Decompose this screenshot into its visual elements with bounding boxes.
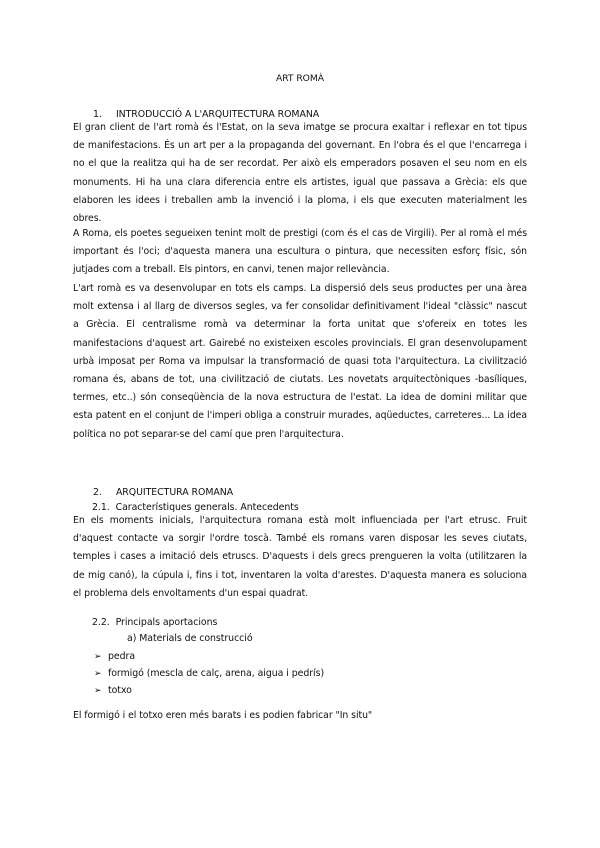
subsection-2-2-title: Principals aportacions — [115, 617, 218, 628]
subsection-2-1-number: 2.1. — [92, 502, 110, 513]
subsection-2-2-heading — [92, 617, 217, 628]
document-title: ART ROMÀ — [276, 73, 324, 84]
bullet-item: ➢ pedra — [94, 651, 136, 662]
subsection-2-1-title: Característiques generals. Antecedents — [115, 502, 299, 513]
paragraph-4: En els moments inicials, l'arquitectura romana està molt influenciada per l'art etrusc. Fruit d'aquest contacte va sorgir l'ordre toscà. També els romans varen disposar les seves ciutats, temples i cases a imitació dels etruscs. D'aquests i dels grecs prengueren la volta (utilitzaren la de mig canó), la cúpula i, fins i tot, inventaren la volta d'arestes. D'aquesta manera es soluciona el problema dels envoltaments d'un espai quadrat. — [73, 515, 527, 599]
section-1-number: 1. — [93, 109, 102, 120]
subsection-2-2-number: 2.2. — [92, 617, 110, 628]
closing-sentence: El formigó i el totxo eren més barats i es podien fabricar "In situ" — [73, 710, 373, 721]
arrow-bullet-icon: ➢ — [94, 686, 102, 696]
list-item-a: a) Materials de construcció — [127, 633, 253, 644]
paragraph-1: El gran client de l'art romà és l'Estat, on la seva imatge se procura exaltar i reflexar en tot tipus de manifestacions. És un art per a la propaganda del governant. En l'obra és el que l'encarrega i no el que la realitza qui ha de ser recordat. Per això els emperadors posaven el seu nom en els monuments. Hi ha una clara diferencia entre els artistes, igual que passava a Grècia: els que elaboren les idees i treballen amb la invenció i la ploma, i els que executen materialment les obres. — [73, 122, 527, 225]
section-2-number: 2. — [93, 487, 102, 498]
bullet-item: ➢ formigó (mescla de calç, arena, aigua i pedrís) — [94, 668, 325, 679]
bullet-item: ➢ totxo — [94, 685, 132, 696]
arrow-bullet-icon: ➢ — [94, 669, 102, 679]
section-2-heading — [93, 487, 233, 498]
section-2-title: ARQUITECTURA ROMANA — [115, 487, 234, 498]
paragraph-3: L'art romà es va desenvolupar en tots els camps. La dispersió dels seus productes per una àrea molt extensa i al llarg de diversos segles, va fer consolidar definitivament l'ideal "clàssic" nascut a Grècia. El centralisme romà va determinar la forta unitat que s'ofereix en totes les manifestacions d'aquest art. Gairebé no existeixen escoles provincials. El gran desenvolupament urbà imposat per Roma va impulsar la transformació de quasi tota l'arquitectura. La civilització romana és, abans de tot, una civilització de ciutats. Les novetats arquitectòniques -basíliques, termes, etc..) són conseqüència de la nova estructura de l'estat. La idea de domini militar que esta patent en el conjunt de l'imperi obliga a construir murades, aqüeductes, carreteres... La idea política no pot separar-se del camí que pren l'arquitectura. — [73, 283, 527, 440]
section-1-title: INTRODUCCIÓ A L'ARQUITECTURA ROMANA — [115, 109, 320, 120]
arrow-bullet-icon: ➢ — [94, 652, 102, 662]
paragraph-2: A Roma, els poetes segueixen tenint molt de prestigi (com és el cas de Virgili). Per al romà el més important és l'oci; d'aquesta manera una escultura o pintura, que necessiten esforç físic, són jutjades com a treball. Els pintors, en canvi, tenen major rellevància. — [73, 228, 527, 276]
